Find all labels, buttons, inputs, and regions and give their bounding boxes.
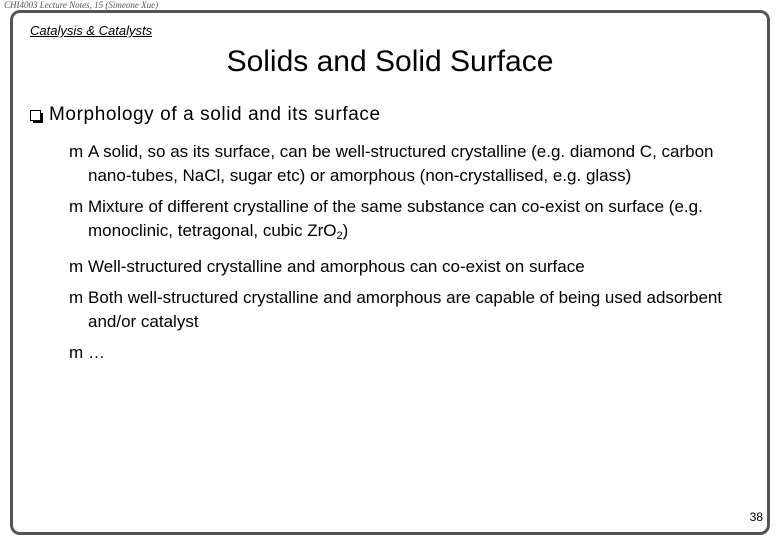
bullet-text: Well-structured crystalline and amorphous can co-exist on surface [88,257,585,276]
header-note: CHI4003 Lecture Notes, 15 (Simeone Xue) [4,0,159,10]
bullet-text-main: Mixture of different crystalline of the same substance can co-exist on surface (e.g. monoclinic, tetragonal, cubic ZrO [88,197,703,240]
level1-text: Morphology of a solid and its surface [49,104,381,125]
bullet-text: … [88,343,105,362]
level1-bullet [30,104,381,126]
list-item [70,286,760,334]
list-item [70,341,760,365]
bullet-marker-icon: m [69,257,84,276]
bullet-list [70,140,760,372]
bullet-text: Both well-structured crystalline and amorphous are capable of being used adsorbent and/or catalyst [88,288,723,331]
bullet-text-end: ) [342,221,349,240]
bullet-marker-icon: m [69,343,84,362]
subscript: 2 [336,230,343,242]
bullet-marker-icon: m [69,142,84,161]
bullet-text [88,197,703,240]
list-item [70,195,760,248]
section-label: Catalysis & Catalysts [30,23,153,38]
bullet-marker-icon: m [69,197,84,216]
slide-title: Solids and Solid Surface [226,45,554,78]
checkbox-bullet-icon [30,110,43,123]
bullet-marker-icon: m [69,288,84,307]
list-item [70,255,760,279]
page-number: 38 [749,510,763,524]
bullet-text: A solid, so as its surface, can be well-structured crystalline (e.g. diamond C, carbon nano-tubes, NaCl, sugar etc) or amorphous (non-crystallised, e.g. glass) [88,142,714,185]
list-item [70,140,760,188]
